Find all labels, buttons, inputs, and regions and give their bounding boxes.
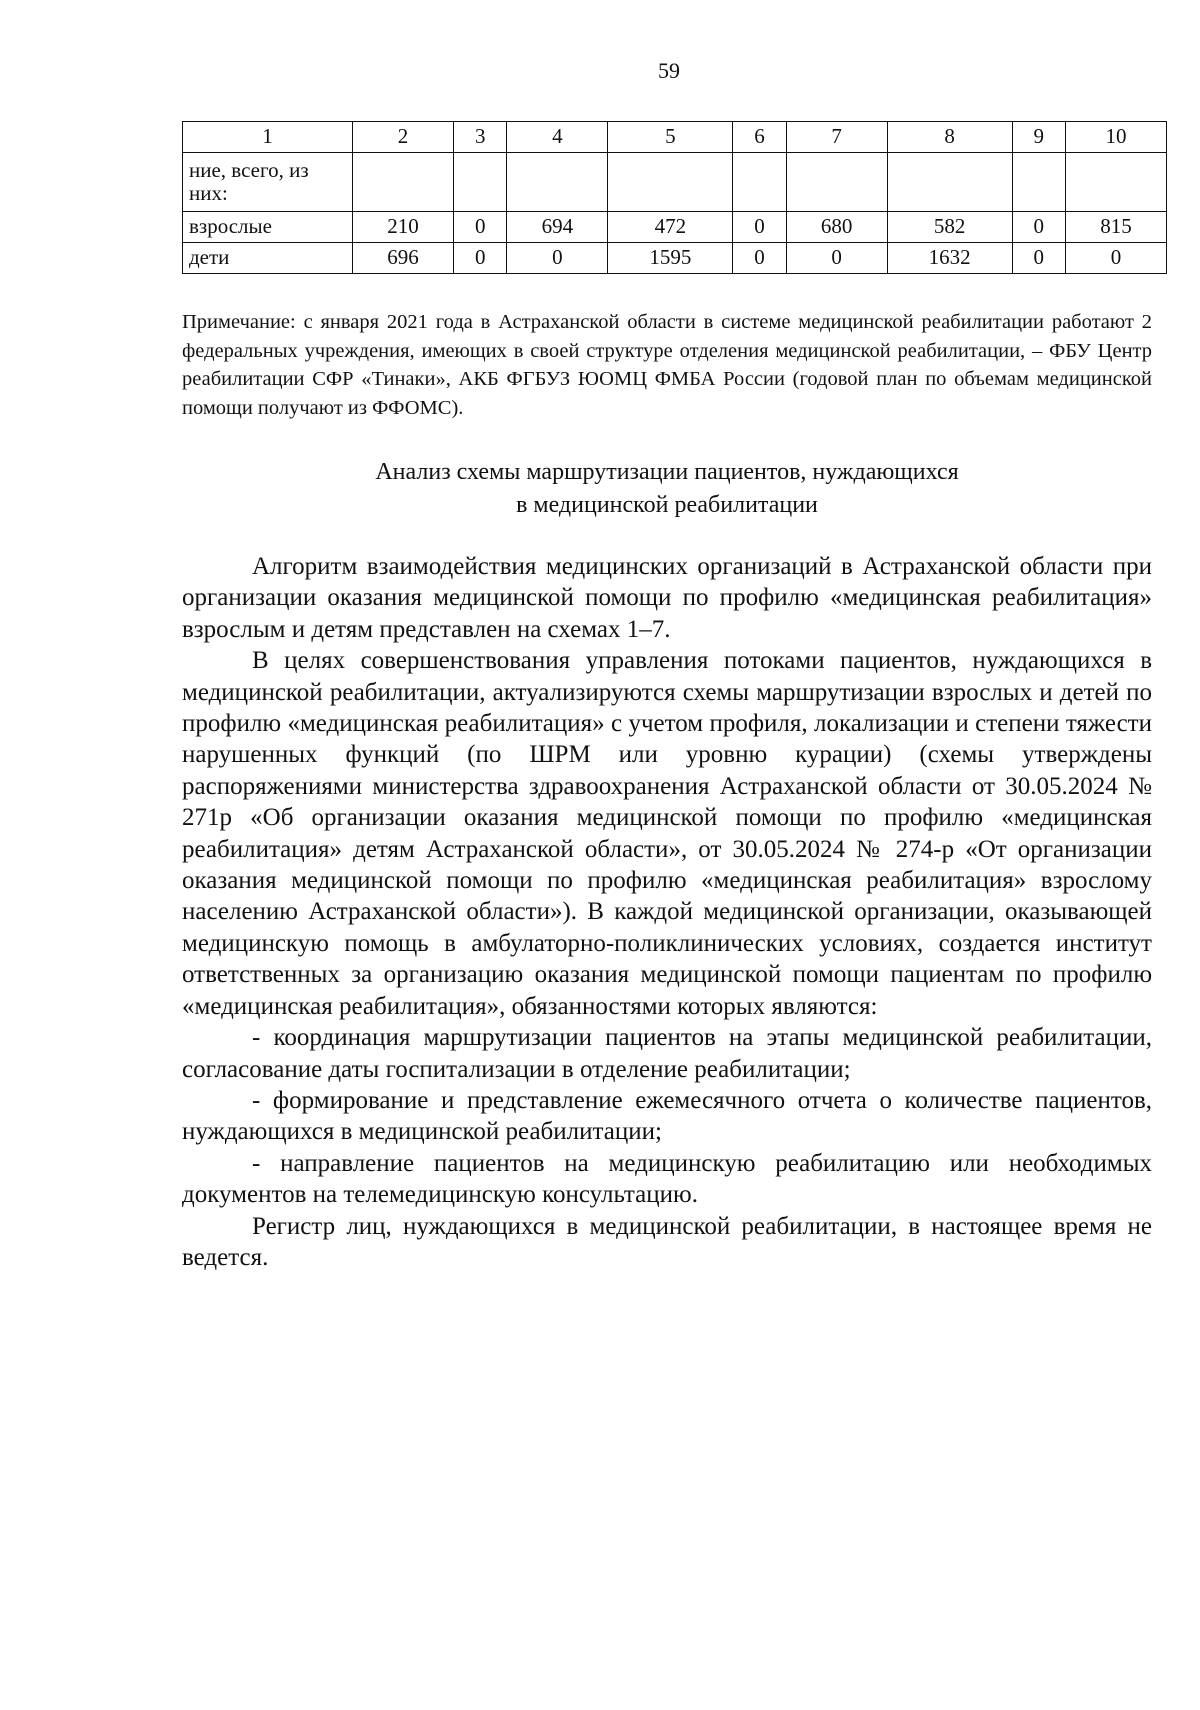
table-cell: 0: [733, 212, 786, 243]
section-title-line: в медицинской реабилитации: [516, 492, 818, 518]
table-cell: 696: [353, 243, 454, 274]
list-item: - формирование и представление ежемесячного отчета о количестве пациентов, нуждающихся в медицинской реабилитации;: [182, 1086, 1152, 1146]
table-row-label: ние, всего, из них:: [183, 153, 353, 212]
data-table: [182, 121, 1167, 274]
table-note: Примечание: с января 2021 года в Астраханской области в системе медицинской реабилитации работают 2 федеральных учреждения, имеющих в своей структуре отделения медицинской реабилитации, – ФБУ Центр реабилитации СФР «Тинаки», АКБ ФГБУЗ ЮОМЦ ФМБА России (годовой план по объемам медицинской помощи получают из ФФОМС).: [182, 311, 1152, 419]
table-cell: 0: [786, 243, 887, 274]
table-header-cell: 6: [733, 122, 786, 153]
table-row: [183, 212, 1167, 243]
table-header-cell: 5: [608, 122, 733, 153]
table-cell: 680: [786, 212, 887, 243]
table-row: [183, 153, 1167, 212]
table-cell: 0: [1012, 212, 1065, 243]
table-cell: [786, 153, 887, 212]
table-cell: [1012, 153, 1065, 212]
table-cell: 210: [353, 212, 454, 243]
table-cell: [1065, 153, 1166, 212]
table-cell: 0: [1012, 243, 1065, 274]
table-cell: 472: [608, 212, 733, 243]
table-cell: 0: [1065, 243, 1166, 274]
table-header-cell: 4: [507, 122, 608, 153]
table-header-cell: 9: [1012, 122, 1065, 153]
paragraph: Регистр лиц, нуждающихся в медицинской реабилитации, в настоящее время не ведется.: [182, 1212, 1152, 1271]
table-cell: 0: [733, 243, 786, 274]
table-cell: 694: [507, 212, 608, 243]
page-number: 59: [658, 58, 680, 83]
table-cell: 1632: [887, 243, 1012, 274]
section-title: [182, 456, 1152, 522]
table-cell: 582: [887, 212, 1012, 243]
table-row: [183, 243, 1167, 274]
table-header-cell: 7: [786, 122, 887, 153]
table-cell: [454, 153, 507, 212]
table-header-row: [183, 122, 1167, 153]
table-cell: 0: [507, 243, 608, 274]
paragraph: В целях совершенствования управления потоками пациентов, нуждающихся в медицинской реабилитации, актуализируются схемы маршрутизации взрослых и детей по профилю «медицинская реабилитация» с учетом профиля, локализации и степени тяжести нарушенных функций (по ШРМ или уровню курации) (схемы утверждены распоряжениями министерства здравоохранения Астраханской области от 30.05.2024 № 271р «Об организации оказания медицинской помощи по профилю «медицинская реабилитация» детям Астраханской области», от 30.05.2024 № 274-р «От организации оказания медицинской помощи по профилю «медицинская реабилитация» взрослому населению Астраханской области»). В каждой медицинской организации, оказывающей медицинскую помощь в амбулаторно-поликлинических условиях, создается институт ответственных за организацию оказания медицинской помощи пациентам по профилю «медицинская реабилитация», обязанностями которых являются:: [182, 647, 1152, 1020]
table-cell: [507, 153, 608, 212]
table-cell: 1595: [608, 243, 733, 274]
paragraph: Алгоритм взаимодействия медицинских организаций в Астраханской области при организации оказания медицинской помощи по профилю «медицинская реабилитация» взрослым и детям представлен на схемах 1–7.: [182, 553, 1152, 643]
table-header-cell: 2: [353, 122, 454, 153]
table-row-label: взрослые: [183, 212, 353, 243]
table-header-cell: 3: [454, 122, 507, 153]
table-header-cell: 1: [183, 122, 353, 153]
list-item: - направление пациентов на медицинскую реабилитацию или необходимых документов на телемедицинскую консультацию.: [182, 1149, 1152, 1209]
table-cell: 0: [454, 243, 507, 274]
table-cell: 0: [454, 212, 507, 243]
table-cell: [353, 153, 454, 212]
list-item: - координация маршрутизации пациентов на этапы медицинской реабилитации, согласование даты госпитализации в отделение реабилитации;: [182, 1024, 1152, 1083]
table-cell: [887, 153, 1012, 212]
table-header-cell: 10: [1065, 122, 1166, 153]
table-cell: [733, 153, 786, 212]
body-text: [182, 551, 1152, 1273]
table-header-cell: 8: [887, 122, 1012, 153]
table-row-label: дети: [183, 243, 353, 274]
table-cell: [608, 153, 733, 212]
section-title-line: Анализ схемы маршрутизации пациентов, нуждающихся: [375, 459, 959, 485]
table-cell: 815: [1065, 212, 1166, 243]
